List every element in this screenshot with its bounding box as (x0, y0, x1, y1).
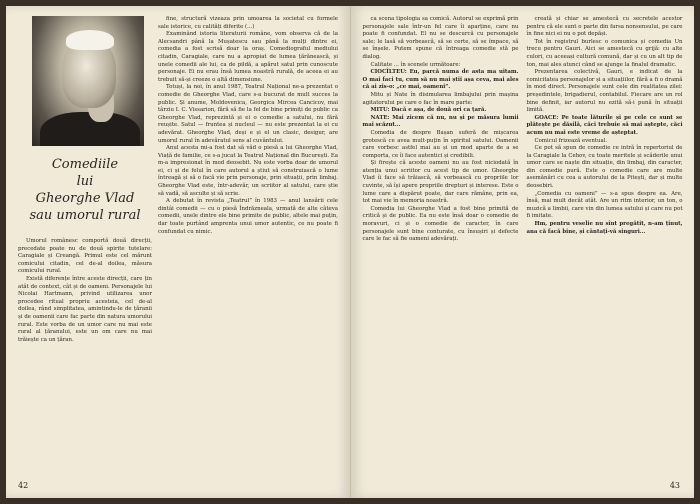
paragraph: Anul acesta mi-a fost dat să văd o piesă a lui Gheorghe Vlad, Viață de familie, ce s-a jucat la Teatrul Național din București. Ea m-a impresionat în mod deosebit. Nu este vorba doar de umorul ei, ci și de felul în care autorul a știut să construiască o lume întreagă și să o facă vie prin personaje, prin situații, prin limbaj. Gheorghe Vlad este, într-adevăr, un scriitor al satului, care știe să vadă, să asculte și să scrie. (158, 145, 338, 197)
paragraph: Prezentarea colectivă, Gauri, e indicat de la comicitatea personajelor și a situațiilor, fără a fi o dramă în mod direct. Personajele sunt cele din realitatea zilei: președintele, brigadierul, contabilul. Fiecare are un rol bine definit, iar autorul nu ezită să-i pună în situații limită. (526, 69, 683, 114)
right-column-2 (527, 16, 683, 456)
page-number: 42 (18, 481, 29, 490)
page-right (351, 6, 695, 498)
dialogue-line: GOACE: Pe toate lăturile și pe cele ce sunt se plătește pe dăsilă, căci trebuie să mai aștepte, căci acum nu mai este vreme de așteptat. (526, 114, 683, 136)
article-title-line: Comediile (51, 157, 119, 172)
paragraph: fine, structură vizeaza prin umoarea la societal cu formele sale istorice, cu calități diferite (...) (158, 16, 338, 30)
article-title-line: Gheorghe Vlad (35, 191, 135, 206)
paragraph: „Comedia cu oameni” — s-a spus despre ea. Are, însă, mai mult decât atât. Are un ritm interior, un ton, o muzică a limbii, care vin din lumea satului și care nu pot fi imitate. (526, 190, 683, 220)
paragraph: Calitate ... în scenele următoare: (370, 61, 461, 68)
article-title-line: lui (76, 174, 94, 189)
paragraph: Comedia lui Gheorghe Vlad a fost bine primită de critică și de public. Ea nu este însă doar o comedie de moravuri, ci și o comedie de caracter, în care personajele sunt bine conturate, cu însușiri și defecte care le fac să fie oameni adevărați. (362, 205, 519, 243)
page-left (6, 6, 351, 498)
book-spread (6, 6, 694, 498)
paragraph: A debutat în revista „Teatrul” în 1983 — anul lansării cele dintâi comedii — cu o piesă Îndrăzneala, urmată de alte câteva comedii, unele dintre ele bine primite de public, altele mai puțin, dar toate purtând amprenta unui umor autentic, ce nu poate fi confundat cu nimic. (158, 198, 338, 235)
paragraph: ca scena tipologia sa comică. Autorul se exprimă prin personajele sale într-un fel care îi aparține, care nu poate fi confundat. El nu se descurcă cu personajele sale; le lasă să vorbească, să se certe, să se împace, să se înșele. Putem spune că întreaga comedie stă pe dialog. (362, 16, 519, 60)
paragraph: Ce pot să spun de comedie ce intră în repertoriul de la Caragiale la Cehov, cu toate meritele și scăderile unui umor care se naște din situație, din limbaj, din caracter, din comedie pură. Este o comedie care are multe asemănări cu cea a autorului de la Pitești, dar și multe deosebiri. (526, 145, 683, 190)
right-column-1 (363, 16, 519, 456)
page-number: 43 (669, 481, 680, 490)
paragraph: Umorul românesc comportă două direcții, precedate poate nu de două spirite tutelare: Caragiale și Creangă. Primul este cel mărunt comicului citadin, cel de-al doilea, măsura comicului rural. (18, 238, 152, 275)
dialogue-line: NATE: Mai zicem că nu, nu și pe măsura lumii mai scăzut... (362, 114, 519, 129)
author-portrait (32, 16, 144, 146)
left-column-1 (18, 238, 152, 456)
dialogue-line: Hm, pentru veselie nu sînt pregătit, n-am ținut, ana că facă bine, și cântați-vă singuri... (526, 221, 683, 235)
article-title-line: sau umorul rural (29, 208, 141, 223)
paragraph: Mitu și Nate în disimularea limbajului prin mașina agitatorului pe care o fac în mare parte: (362, 91, 519, 106)
article-title (26, 156, 144, 224)
paragraph: Există diferențe între aceste direcții, care țin atât de context, cât și de oameni. Personajele lui Nicolai Hartmann, privind utilizarea unor procedee ritual propriu acesteia, cel de-al doilea, rând simplitatea, amintindu-le de țăranii și de oamenii care fac parte din natura umorului rural. Este vorba de un umor care nu mai este rural al țăranului, este un om care nu mai trăiește ca un țăran. (18, 275, 152, 343)
dialogue-line: MITU: Dacă e așa, de două ori ca țară. (370, 107, 487, 114)
paragraph: Comicul frizează eventual. (534, 137, 608, 144)
paragraph: Examinând istoria literaturii române, vom observa că de la Alecsandri până la Mușatescu sau până la mulți dintre ei, comedia a fost scrisă doar la oraș. Comediograful mediului citadin, Caragiale, care nu a apropiat de lumea țărănească, și unele comedii ale lui, ca de pildă, a apărut satul prin cunoscute personaje. Ei nu erau însă lumea noastră rurală, de aceea ei au trebuit să-și creeze o altă dimensiune. (158, 31, 338, 83)
paragraph: creată și chiar se amestecă cu secretele acestor pentru că ele sunt o parte din farsa nonsensului, pe care în fine nici ei nu o pot depăși. (526, 16, 683, 38)
paragraph: Și firește că aceste oameni nu au fost niciodată în atenția unui scriitor cu acest tip de umor. Gheorghe Vlad îi face să trăiască, să vorbească cu propriile lor cuvinte, să își apere propriile drepturi și interese. Este o lume care a dispărut poate, dar care rămâne, prin ea, tot mai vie în memoria noastră. (362, 160, 519, 205)
paragraph: Totuși, la noi, în anul 1987, Teatrul Național ne-a prezentat o comedie de Gheorghe Vlad, care s-a bucurat de mult succes la public. Și anume, Moldovenica, Georgica Mircea Cancicov, mai târziu I. C. Vissarion, fără să fie la fel de bine primiți de public ca Gheorghe Vlad, reprezintă și ei o comedie a satului, nu fără reușite. Satul — fruntea și nucleul — nu este prezentat la ei cu adevărat. Gheorghe Vlad, deși e și el un clasic, desigur, are umorul rural în adevăratul sens al cuvântului. (158, 84, 338, 144)
paragraph: Comedia de despre Bașan suferă de mișcarea grotescă ce avea mult-puțin în spiritul satului. Oamenii care vorbesc astfel mai au și un mod aparte de a se comporta, ce îi face autentici și credibili. (362, 129, 519, 159)
left-column-2 (158, 16, 338, 456)
paragraph: Tot în registrul burlesc o comunica și comedia Un trecu pentru Gauri. Aici se amestecă cu grijă: cu alte culori, cu aceeași cultură comună, dar și cu un alt tip de ton, mai ales atunci când se ajunge la finalul dramatic. (526, 38, 683, 68)
dialogue-line: CIOCÎLTEU: Eu, parcă numa de asta ma uitam. O mai faci tu, cum să nu mai știi așa ceva, mai ales că ai zis-o: „ce mai, oameni”. (362, 69, 519, 91)
